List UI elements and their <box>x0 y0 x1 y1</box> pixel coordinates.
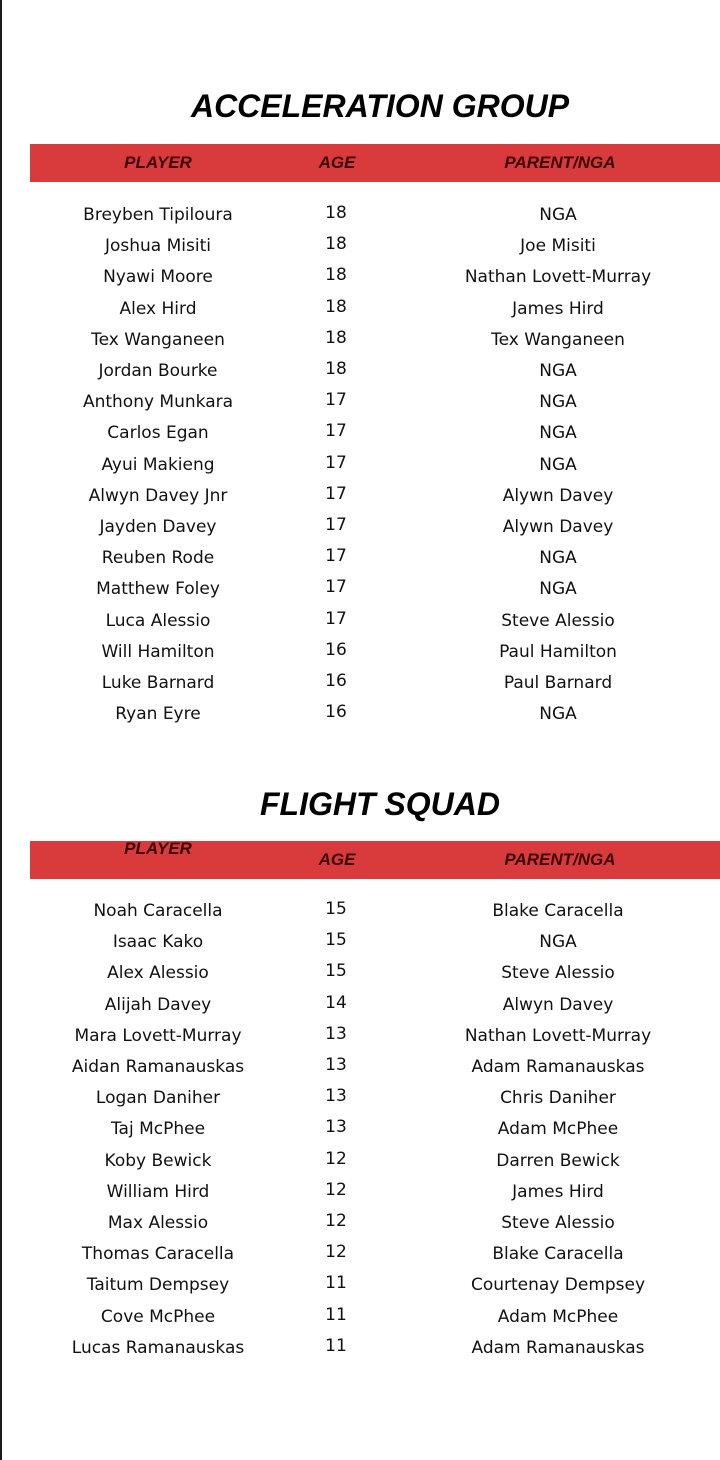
table-row <box>0 673 720 704</box>
player-name-cell: Reuben Rode <box>101 548 215 569</box>
table-row <box>0 236 720 267</box>
player-name-cell: Luca Alessio <box>105 610 211 631</box>
parent-cell: NGA <box>539 548 577 569</box>
age-cell: 17 <box>325 452 347 473</box>
table-row <box>0 932 720 963</box>
age-cell: 18 <box>325 265 347 286</box>
age-cell: 18 <box>325 359 347 379</box>
column-header-parent: PARENT/NGA <box>504 850 616 869</box>
player-name-cell: Tex Wanganeen <box>91 329 225 350</box>
age-cell: 16 <box>325 671 347 691</box>
player-name-cell: Thomas Caracella <box>81 1244 235 1265</box>
player-name-cell: William Hird <box>106 1181 210 1202</box>
age-cell: 16 <box>325 702 347 723</box>
parent-cell: Adam McPhee <box>497 1119 619 1140</box>
age-cell: 17 <box>325 421 347 442</box>
player-name-cell: Lucas Ramanauskas <box>71 1337 245 1358</box>
parent-cell: NGA <box>539 454 577 475</box>
parent-cell: Steve Alessio <box>501 1213 615 1233</box>
age-cell: 13 <box>325 1117 347 1138</box>
parent-cell: NGA <box>539 392 577 413</box>
player-name-cell: Taj McPhee <box>110 1119 206 1140</box>
parent-cell: Blake Caracella <box>492 901 624 921</box>
parent-cell: Alywn Davey <box>502 485 614 506</box>
player-name-cell: Taitum Dempsey <box>86 1275 230 1296</box>
table-row <box>0 1057 720 1088</box>
age-cell: 18 <box>325 296 347 317</box>
column-header-parent: PARENT/NGA <box>504 153 616 172</box>
parent-cell: Darren Bewick <box>496 1150 620 1171</box>
parent-cell: Courtenay Dempsey <box>470 1275 646 1296</box>
table-row <box>0 1244 720 1275</box>
age-cell: 18 <box>325 327 347 348</box>
player-name-cell: Max Alessio <box>107 1213 209 1233</box>
table-row <box>0 901 720 932</box>
age-cell: 17 <box>325 577 347 598</box>
player-name-cell: Matthew Foley <box>96 579 220 600</box>
table-row <box>0 1088 720 1119</box>
parent-cell: NGA <box>539 205 577 225</box>
player-name-cell: Alwyn Davey Jnr <box>88 485 228 506</box>
player-name-cell: Ayui Makieng <box>101 454 215 475</box>
age-cell: 11 <box>325 1273 347 1294</box>
player-name-cell: Anthony Munkara <box>82 392 234 413</box>
player-name-cell: Alex Hird <box>119 298 197 319</box>
player-name-cell: Will Hamilton <box>101 641 215 662</box>
table-row <box>0 483 720 517</box>
age-cell: 12 <box>325 1179 347 1200</box>
age-cell: 12 <box>325 1211 347 1231</box>
parent-cell: Joe Misiti <box>520 236 596 257</box>
column-header-player: PLAYER <box>124 153 192 172</box>
age-cell: 15 <box>325 899 347 919</box>
age-cell: 17 <box>325 546 347 567</box>
player-name-cell: Carlos Egan <box>107 423 209 444</box>
player-name-cell: Isaac Kako <box>112 932 204 953</box>
age-cell: 18 <box>325 234 347 255</box>
table-row <box>0 267 720 298</box>
table-row <box>0 327 720 361</box>
parent-cell: James Hird <box>512 1181 604 1202</box>
age-cell: 13 <box>325 1023 347 1044</box>
parent-cell: Adam Ramanauskas <box>471 1337 645 1358</box>
player-name-cell: Breyben Tipiloura <box>83 205 233 225</box>
column-header-age: AGE <box>318 850 356 869</box>
player-name-cell: Aidan Ramanauskas <box>71 1057 245 1077</box>
player-name-cell: Alex Alessio <box>107 963 209 984</box>
parent-cell: Chris Daniher <box>500 1088 616 1109</box>
age-cell: 12 <box>325 1148 347 1169</box>
age-cell: 17 <box>325 390 347 411</box>
player-name-cell: Ryan Eyre <box>115 704 201 725</box>
table-row <box>0 423 720 454</box>
player-name-cell: Logan Daniher <box>95 1088 221 1109</box>
section-title: FLIGHT SQUAD <box>260 786 500 822</box>
table-row <box>0 1148 720 1182</box>
column-header-player: PLAYER <box>124 839 192 858</box>
age-cell: 15 <box>325 930 347 951</box>
parent-cell: NGA <box>539 423 577 444</box>
table-row <box>0 1023 720 1057</box>
player-name-cell: Alijah Davey <box>104 994 212 1015</box>
age-cell: 18 <box>325 203 347 223</box>
table-header-bar <box>30 144 720 182</box>
parent-cell: Tex Wanganeen <box>491 329 625 350</box>
parent-cell: Alywn Davey <box>502 517 614 537</box>
parent-cell: Nathan Lovett-Murray <box>464 1025 652 1046</box>
player-name-cell: Cove McPhee <box>100 1306 216 1327</box>
table-row <box>0 452 720 486</box>
table-row <box>0 579 720 610</box>
age-cell: 17 <box>325 608 347 629</box>
table-row <box>0 1213 720 1244</box>
parent-cell: Adam Ramanauskas <box>471 1057 645 1077</box>
age-cell: 11 <box>325 1335 347 1356</box>
parent-cell: NGA <box>539 704 577 725</box>
table-row <box>0 205 720 236</box>
player-name-cell: Jordan Bourke <box>98 361 218 381</box>
player-name-cell: Nyawi Moore <box>103 267 213 288</box>
parent-cell: Paul Hamilton <box>499 641 617 662</box>
parent-cell: NGA <box>539 361 577 381</box>
age-cell: 13 <box>325 1086 347 1107</box>
table-row <box>0 639 720 673</box>
age-cell: 16 <box>325 639 347 660</box>
parent-cell: Alwyn Davey <box>502 994 614 1015</box>
parent-cell: Blake Caracella <box>492 1244 624 1265</box>
table-row <box>0 963 720 994</box>
parent-cell: Steve Alessio <box>501 963 615 984</box>
parent-cell: NGA <box>539 932 577 953</box>
parent-cell: NGA <box>539 579 577 600</box>
table-row <box>0 1304 720 1338</box>
player-name-cell: Luke Barnard <box>101 673 215 693</box>
age-cell: 13 <box>325 1055 347 1075</box>
player-name-cell: Noah Caracella <box>93 901 223 921</box>
table-row <box>0 608 720 642</box>
parent-cell: Nathan Lovett-Murray <box>464 267 652 288</box>
table-row <box>0 296 720 330</box>
table-row <box>0 704 720 735</box>
table-row <box>0 1119 720 1150</box>
parent-cell: Adam McPhee <box>497 1306 619 1327</box>
table-row <box>0 392 720 423</box>
table-row <box>0 517 720 548</box>
age-cell: 17 <box>325 515 347 535</box>
table-header-bar <box>30 841 720 879</box>
age-cell: 14 <box>325 992 347 1013</box>
section-title: ACCELERATION GROUP <box>190 88 570 124</box>
age-cell: 15 <box>325 961 347 982</box>
table-row <box>0 548 720 579</box>
table-row <box>0 1335 720 1369</box>
age-cell: 17 <box>325 483 347 504</box>
parent-cell: James Hird <box>512 298 604 319</box>
player-name-cell: Jayden Davey <box>99 517 217 537</box>
player-name-cell: Koby Bewick <box>104 1150 212 1171</box>
player-name-cell: Joshua Misiti <box>104 236 211 257</box>
column-header-age: AGE <box>318 153 356 172</box>
table-row <box>0 1275 720 1306</box>
player-name-cell: Mara Lovett-Murray <box>74 1025 242 1046</box>
table-row <box>0 1179 720 1213</box>
table-row <box>0 361 720 392</box>
age-cell: 12 <box>325 1242 347 1263</box>
age-cell: 11 <box>325 1304 347 1325</box>
table-row <box>0 992 720 1026</box>
parent-cell: Paul Barnard <box>503 673 613 693</box>
parent-cell: Steve Alessio <box>501 610 615 631</box>
